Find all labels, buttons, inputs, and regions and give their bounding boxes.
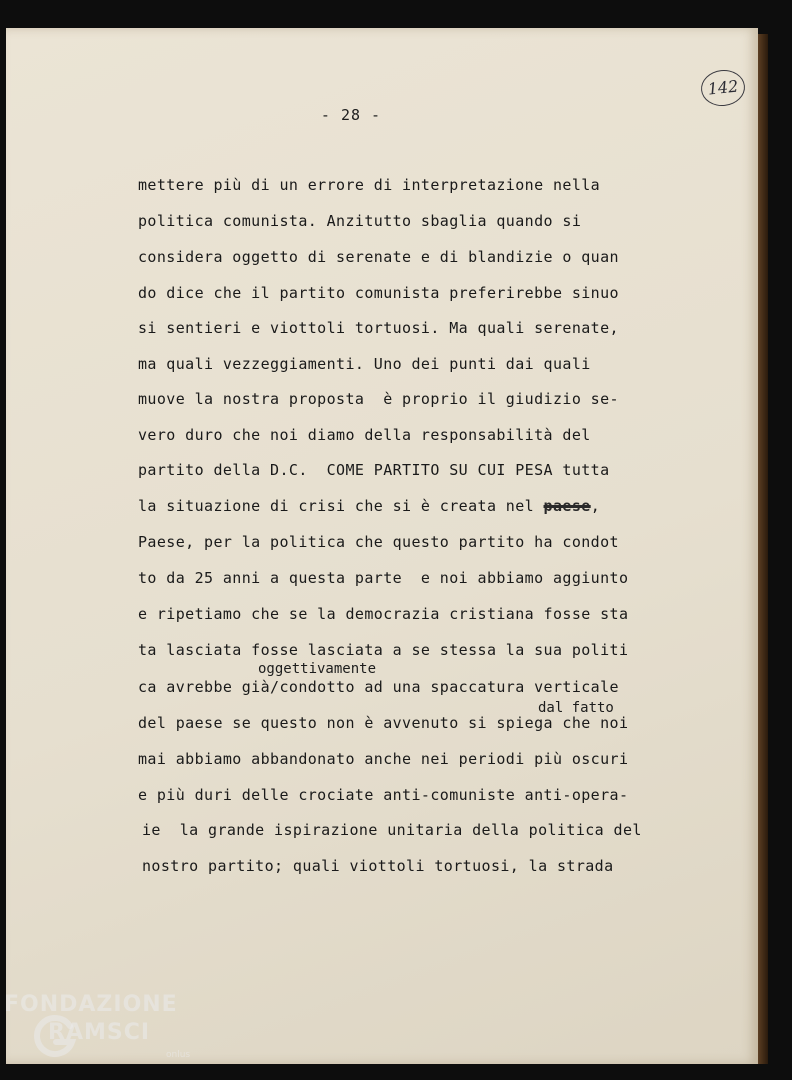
text-line-13: e ripetiamo che se la democrazia cristiana fosse sta [138,605,629,623]
text-line-12: to da 25 anni a questa parte e noi abbiamo aggiunto [138,569,629,587]
struck-word: paese [543,497,591,515]
text-line-10 [138,497,600,515]
struck-suffix: , [590,497,601,515]
text-line-15: ca avrebbe già/condotto ad una spaccatura verticale [138,678,619,696]
watermark-suffix: onlus [166,1050,191,1060]
text-line-17: mai abbiamo abbandonato anche nei periodi più oscuri [138,750,629,768]
text-line-10-main: la situazione di crisi che si è creata nel [138,497,544,515]
text-line-7: muove la nostra proposta è proprio il giudizio se- [138,390,619,408]
text-line-9: partito della D.C. COME PARTITO SU CUI PESA tutta [138,461,610,479]
text-line-1: mettere più di un errore di interpretazione nella [138,176,601,194]
fondazione-gramsci-watermark [4,992,204,1072]
document-page [6,28,758,1064]
text-line-18: e più duri delle crociate anti-comuniste anti-opera- [138,786,629,804]
text-line-19: ie la grande ispirazione unitaria della politica del [142,821,642,839]
text-line-5: si sentieri e viottoli tortuosi. Ma quali serenate, [138,319,619,337]
text-line-6: ma quali vezzeggiamenti. Uno dei punti dai quali [138,355,591,373]
page-number: - 28 - [320,106,382,124]
watermark-line-2: RAMSCI [48,1020,151,1045]
watermark-line-1: FONDAZIONE [4,992,178,1017]
text-line-8: vero duro che noi diamo della responsabilità del [138,426,591,444]
text-line-3: considera oggetto di serenate e di blandizie o quan [138,248,619,266]
text-line-2: politica comunista. Anzitutto sbaglia quando si [138,212,582,230]
typed-insertion-dal-fatto: dal fatto [538,700,614,716]
text-line-14: ta lasciata fosse lasciata a se stessa la sua politi [138,641,629,659]
typed-insertion-oggettivamente: oggettivamente [258,661,377,677]
handwritten-folio-number: 142 [699,68,747,108]
text-line-4: do dice che il partito comunista preferirebbe sinuo [138,284,619,302]
text-line-20: nostro partito; quali viottoli tortuosi, la strada [142,857,614,875]
text-line-16: del paese se questo non è avvenuto si spiega che noi [138,714,629,732]
text-line-11: Paese, per la politica che questo partito ha condot [138,533,619,551]
